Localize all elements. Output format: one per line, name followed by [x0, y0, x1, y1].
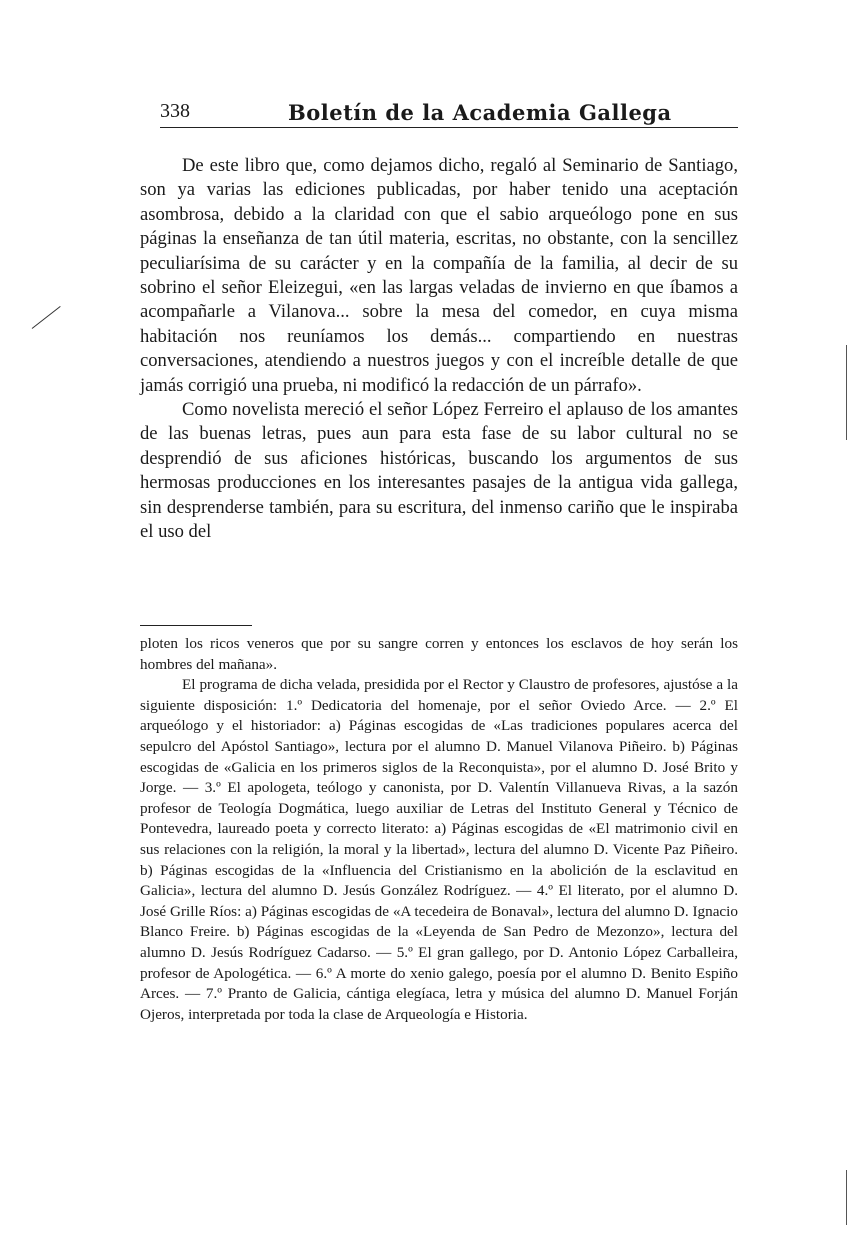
footnote-continuation: ploten los ricos veneros que por su sangre corren y entonces los esclavos de hoy serán los hombres del mañana».: [140, 635, 738, 673]
footnotes: [140, 634, 738, 1025]
page-number: 338: [160, 100, 190, 122]
footnote-rule: [140, 625, 252, 626]
body-paragraph: Como novelista mereció el señor López Ferreiro el aplauso de los amantes de las buenas letras, pues aun para esta fase de su labor cultural no se desprendió de sus aficiones históricas, buscando los argumentos de sus hermosas producciones en los interesantes pasajes de la antigua vida gallega, sin desprenderse también, para su escritura, del inmenso cariño que le inspiraba el uso del: [140, 399, 738, 543]
scan-edge-mark: [846, 1170, 847, 1225]
body-text: [140, 154, 738, 545]
running-title: Boletín de la Academia Gallega: [288, 100, 672, 125]
footnote-program: El programa de dicha velada, presidida por el Rector y Claustro de profesores, ajustóse a la siguiente disposición: 1.º Dedicatoria del homenaje, por el señor Oviedo Arce. — 2.º El arqueólogo y el historiador: a) Páginas escogidas de «Las tradiciones populares acerca del sepulcro del Apóstol Santiago», lectura por el alumno D. Manuel Vilanova Piñeiro. b) Páginas escogidas de «Galicia en los primeros siglos de la Reconquista», por el alumno D. José Brito y Jorge. — 3.º El apologeta, teólogo y canonista, por D. Valentín Villanueva Rivas, a la sazón profesor de Teología Dogmática, luego auxiliar de Letras del Instituto General y Técnico de Pontevedra, laureado poeta y correcto literato: a) Páginas escogidas de «El matrimonio civil en sus relaciones con la religión, la moral y la libertad», lectura del alumno D. Vicente Paz Piñeiro. b) Páginas escogidas de la «Influencia del Cristianismo en la abolición de la esclavitud en Galicia», lectura del alumno D. Jesús González Rodríguez. — 4.º El literato, por el alumno D. José Grille Ríos: a) Páginas escogidas de «A tecedeira de Bonaval», lectura del alumno D. Ignacio Blanco Freire. b) Páginas escogidas de la «Leyenda de San Pedro de Mezonzo», lectura del alumno D. Jesús Rodríguez Cadarso. — 5.º El gran gallego, por D. Antonio López Carballeira, profesor de Apologética. — 6.º A morte do xenio galego, poesía por el alumno D. Benito Espiño Arces. — 7.º Pranto de Galicia, cántiga elegíaca, letra y música del alumno D. Manuel Forján Ojeros, interpretada por toda la clase de Arqueología e Historia.: [140, 676, 738, 1023]
header-rule: [160, 127, 738, 128]
margin-pencil-mark: [32, 306, 61, 329]
body-paragraph: De este libro que, como dejamos dicho, regaló al Seminario de Santiago, son ya varias las ediciones publicadas, por haber tenido una aceptación asombrosa, debido a la claridad con que el sabio arqueólogo pone en sus páginas la enseñanza de tan útil materia, escritas, no obstante, con la sencillez peculiarísima de su carácter y en la compañía de la familia, al decir de su sobrino el señor Eleizegui, «en las largas veladas de invierno en que íbamos a acompañarle a Vilanova... sobre la mesa del comedor, en cuya misma habitación nos reuníamos los demás... compartiendo en nuestras conversaciones, atendiendo a nuestros juegos y con el increíble detalle de que jamás corrigió una prueba, ni modificó la redacción de un párrafo».: [140, 155, 738, 396]
scan-edge-mark: [846, 345, 847, 440]
page-header: [160, 100, 738, 130]
